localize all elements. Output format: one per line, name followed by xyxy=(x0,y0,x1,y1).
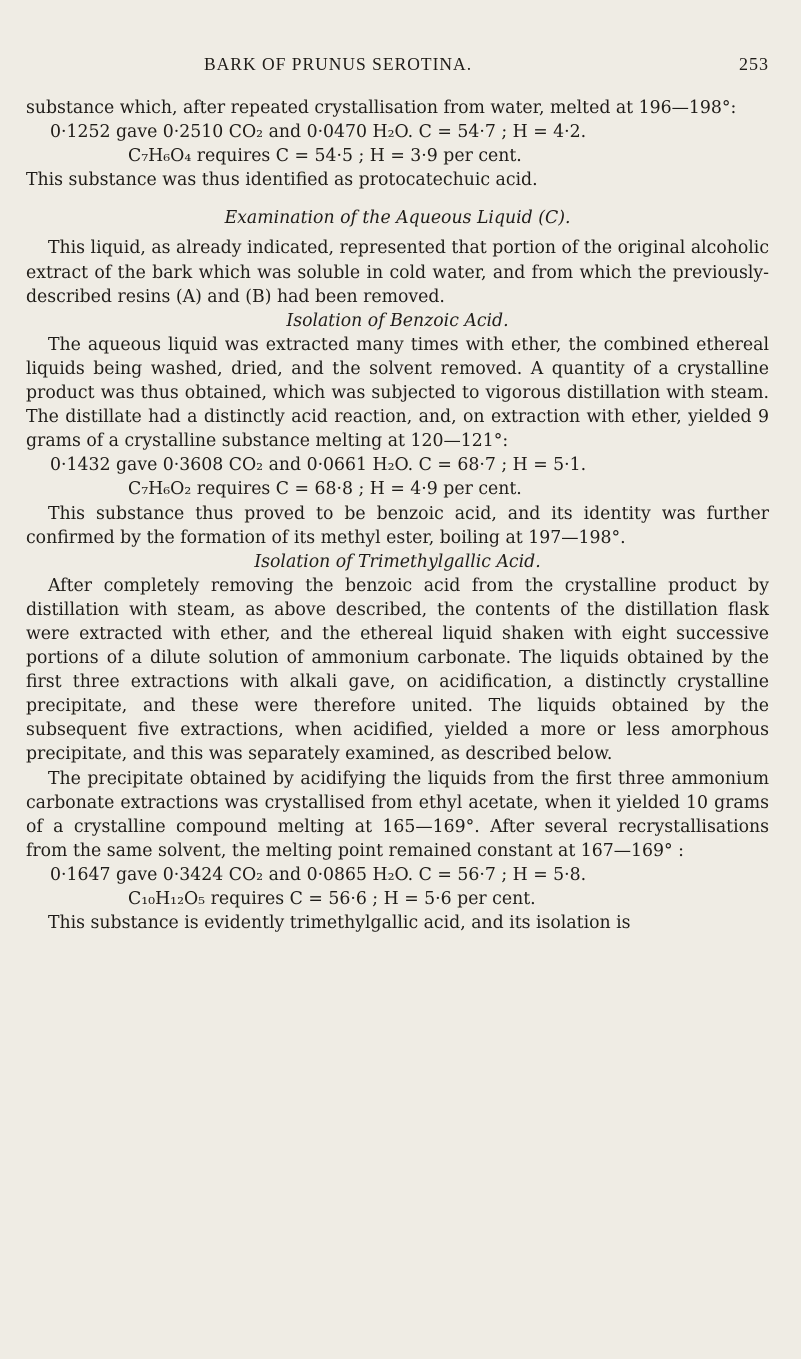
paragraph-trimethylgallic-crystallisation: The precipitate obtained by acidifying the liquids from the first three ammonium carbonate extractions was crystallised from ethyl acetate, when it yielded 10 grams of a crystalline compound melting at 165—169°. After several recrystallisations from the same solvent, the melting point remained constant at 167—169° : xyxy=(26,768,769,861)
analysis-data-2: 0·1432 gave 0·3608 CO₂ and 0·0661 H₂O. C = 68·7 ; H = 5·1. xyxy=(50,455,587,476)
paragraph-benzoic-identity: This substance thus proved to be benzoic acid, and its identity was further confirmed by the formation of its methyl ester, boiling at 197—198°. xyxy=(26,503,769,548)
paragraph-aqueous-liquid: This liquid, as already indicated, represented that portion of the original alcoholic extract of the bark which was soluble in cold water, and from which the previously-described resins (A) and (B) had been removed. xyxy=(26,238,769,307)
analysis-requires-1: C₇H₆O₄ requires C = 54·5 ; H = 3·9 per cent. xyxy=(128,146,522,167)
paragraph-protocatechuic-melting: substance which, after repeated crystallisation from water, melted at 196—198°: xyxy=(26,98,737,118)
paragraph-trimethylgallic-conclusion: This substance is evidently trimethylgallic acid, and its isolation is xyxy=(48,913,631,934)
section-heading-benzoic-acid: Isolation of Benzoic Acid. xyxy=(286,310,509,331)
page-body xyxy=(26,96,769,935)
running-head: BARK OF PRUNUS SEROTINA. xyxy=(204,54,473,74)
analysis-requires-2: C₇H₆O₂ requires C = 68·8 ; H = 4·9 per cent. xyxy=(128,479,522,500)
page-header xyxy=(26,48,769,76)
paragraph-trimethylgallic-extraction: After completely removing the benzoic acid from the crystalline product by distillation with steam, as above described, the contents of the distillation flask were extracted with ether, and the ethereal liquid shaken with eight successive portions of a dilute solution of ammonium carbonate. The liquids obtained by the first three extractions with alkali gave, on acidification, a distinctly crystalline precipitate, and these were therefore united. The liquids obtained by the subsequent five extractions, when acidified, yielded a more or less amorphous precipitate, and this was separately examined, as described below. xyxy=(26,575,769,765)
paragraph-protocatechuic-identified: This substance was thus identified as protocatechuic acid. xyxy=(26,170,538,191)
analysis-requires-3: C₁₀H₁₂O₅ requires C = 56·6 ; H = 5·6 per cent. xyxy=(128,889,536,909)
analysis-data-3: 0·1647 gave 0·3424 CO₂ and 0·0865 H₂O. C = 56·7 ; H = 5·8. xyxy=(50,864,587,885)
section-heading-aqueous-liquid: Examination of the Aqueous Liquid (C). xyxy=(224,208,571,229)
paragraph-benzoic-extraction: The aqueous liquid was extracted many times with ether, the combined ethereal liquids being washed, dried, and the solvent removed. A quantity of a crystalline product was thus obtained, which was subjected to vigorous distillation with steam. The distillate had a distinctly acid reaction, and, on extraction with ether, yielded 9 grams of a crystalline substance melting at 120—121°: xyxy=(26,334,769,452)
page-number: 253 xyxy=(739,54,769,74)
analysis-data-1: 0·1252 gave 0·2510 CO₂ and 0·0470 H₂O. C = 54·7 ; H = 4·2. xyxy=(50,122,587,143)
section-heading-trimethylgallic-acid: Isolation of Trimethylgallic Acid. xyxy=(254,551,541,572)
